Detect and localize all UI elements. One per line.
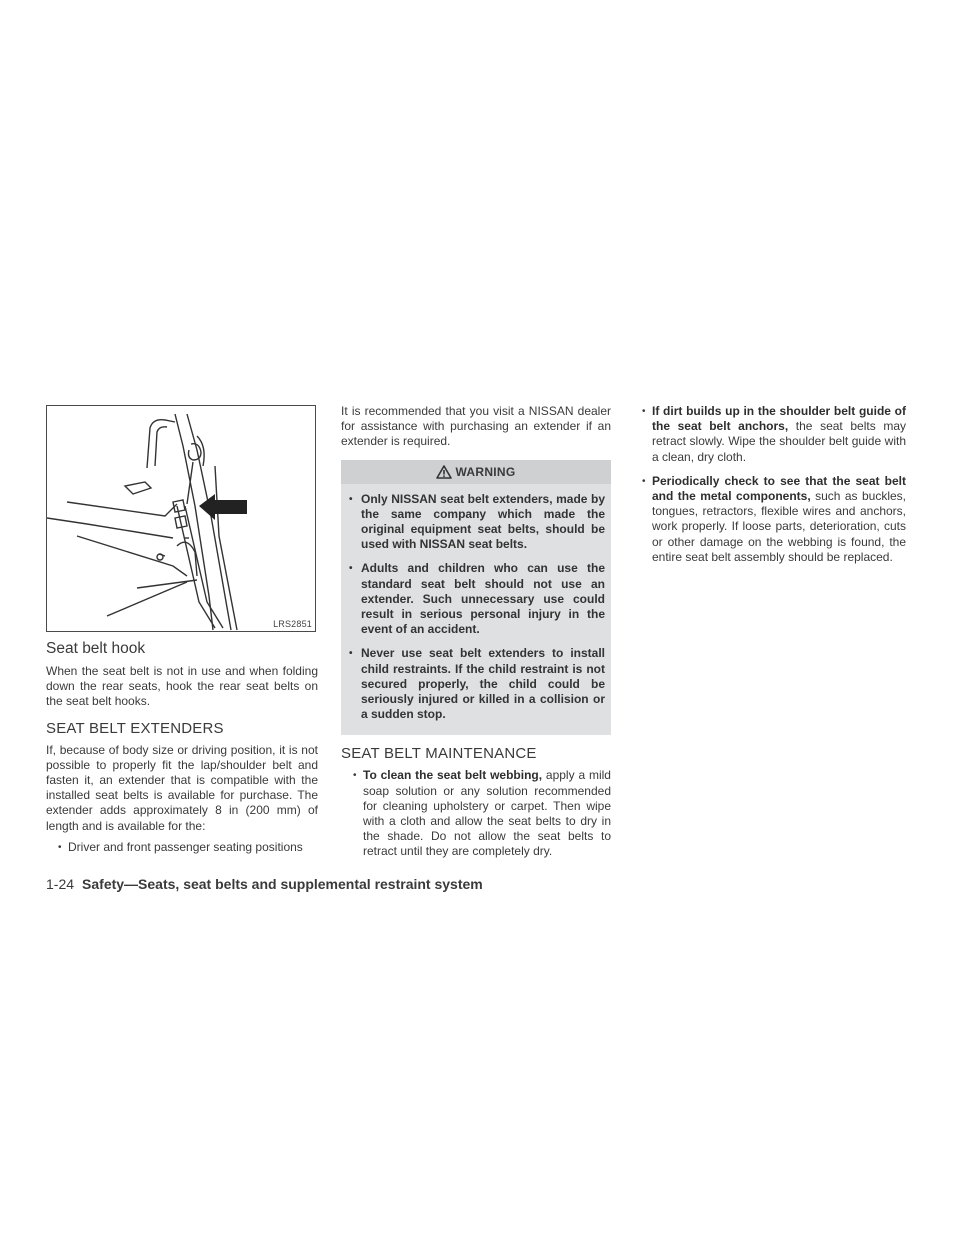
column-middle — [341, 404, 611, 869]
page-number: 1-24 — [46, 876, 75, 892]
warning-label: WARNING — [455, 464, 516, 479]
warning-item: • Only NISSAN seat belt extenders, made by the same company which made the original equipment seat belts, should be used with NISSAN seat belts. — [347, 492, 605, 553]
column-left — [46, 405, 318, 864]
maintenance-item-bold: To clean the seat belt webbing, — [363, 768, 543, 783]
maintenance-item-bold: If dirt builds up in the shoulder belt guide of the seat belt anchors, — [652, 404, 906, 434]
extenders-bullet-list — [46, 840, 318, 855]
extenders-recommendation: It is recommended that you visit a NISSAN dealer for assistance with purchasing an extender if an extender is required. — [341, 404, 611, 449]
column-right — [630, 404, 906, 574]
figure-code: LRS2851 — [273, 619, 312, 629]
maintenance-list-part1 — [341, 768, 611, 859]
maintenance-item-text: the seat belts may retract slowly. Wipe the shoulder belt guide with a clean, dry cloth. — [652, 419, 906, 464]
maintenance-item — [353, 768, 611, 859]
extenders-body: If, because of body size or driving position, it is not possible to properly fit the lap/shoulder belt and fasten it, an extender that is compatible with the installed seat belts is available for purchase. The extender adds approximately 8 in (200 mm) of length and is available for the: — [46, 742, 318, 833]
maintenance-item-text: apply a mild soap solution or any solution recommended for cleaning upholstery or carpet. Then wipe with a cloth and allow the seat belts to dry in the shade. Do not allow the seat belts to retract until they are completely dry. — [363, 768, 611, 859]
seat-belt-hook-body: When the seat belt is not in use and when folding down the rear seats, hook the rear seat belts on the seat belt hooks. — [46, 664, 318, 709]
maintenance-item-bold: Periodically check to see that the seat belt and the metal components, — [652, 473, 906, 504]
warning-item: • Adults and children who can use the standard seat belt should not use an extender. Such unnecessary use could result in serious personal injury in the event of an accident. — [347, 561, 605, 637]
seat-belt-hook-heading: Seat belt hook — [46, 640, 146, 657]
warning-header — [341, 460, 611, 484]
maintenance-item — [642, 474, 906, 565]
seat-belt-hook-figure — [46, 405, 316, 632]
seat-belt-hook-illustration-icon — [47, 406, 315, 631]
page-footer — [46, 876, 483, 892]
warning-list — [347, 492, 605, 723]
maintenance-item-text: such as buckles, tongues, retractors, flexible wires and anchors, work properly. If loose parts, deterioration, cuts or other damage on the webbing is found, the entire seat belt assembly should be replaced. — [652, 489, 906, 564]
warning-triangle-icon — [436, 465, 452, 479]
maintenance-list-part2 — [630, 404, 906, 565]
maintenance-heading: SEAT BELT MAINTENANCE — [341, 745, 537, 763]
warning-box — [341, 460, 611, 736]
chapter-title: Safety—Seats, seat belts and supplemental restraint system — [82, 876, 483, 892]
extenders-bullet-item: • Driver and front passenger seating positions — [58, 840, 318, 855]
maintenance-item — [642, 404, 906, 465]
warning-item: • Never use seat belt extenders to install child restraints. If the child restraint is not secured properly, the child could be seriously injured or killed in a collision or a sudden stop. — [347, 646, 605, 722]
extenders-heading: SEAT BELT EXTENDERS — [46, 719, 224, 737]
